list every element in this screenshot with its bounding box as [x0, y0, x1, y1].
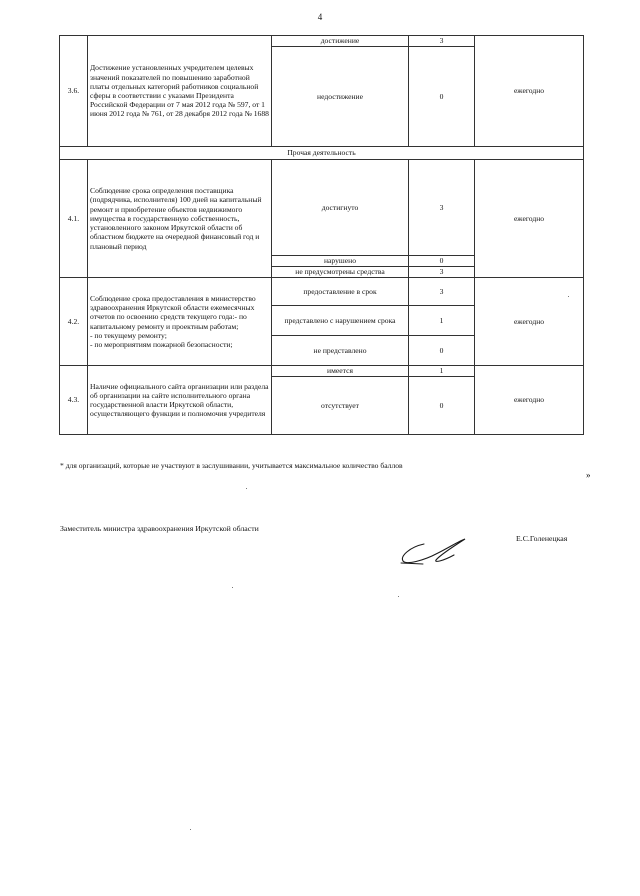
section-row [60, 147, 584, 160]
scan-speck [246, 488, 247, 489]
table-row [60, 366, 584, 377]
criterion-cell: недостижение [272, 47, 409, 147]
period-cell: ежегодно [475, 278, 584, 366]
scan-speck [190, 829, 191, 830]
score-cell: 3 [409, 160, 475, 256]
score-cell: 3 [409, 267, 475, 278]
page-number: 4 [317, 12, 323, 22]
score-cell: 0 [409, 377, 475, 435]
score-cell: 1 [409, 306, 475, 336]
indicator-description [88, 278, 272, 366]
criterion-cell: не предусмотрены средства [272, 267, 409, 278]
criterion-cell: не представлено [272, 336, 409, 366]
description-line: Соблюдение срока предоставления в министерство здравоохранения Иркутской области ежемесячных отчетов по освоению средств текущего года:- по капитальному ремонту и проектным работам; [90, 293, 256, 331]
period-cell: ежегодно [475, 160, 584, 278]
row-number: 3.6. [60, 36, 88, 147]
criterion-cell: предоставление в срок [272, 278, 409, 306]
table-row [60, 36, 584, 47]
indicator-description: Наличие официального сайта организации или раздела об организации на сайте исполнительного органа государственной власти Иркутской области, осуществляющего функции и полномочия учредителя [88, 366, 272, 435]
indicator-description: Соблюдение срока определения поставщика (подрядчика, исполнителя) 100 дней на капитальный ремонт и приобретение объектов недвижимого имущества в государственную собственность, установленного законом Иркутской области об областном бюджете на очередной финансовый год и плановый период [88, 160, 272, 278]
criterion-cell: достижение [272, 36, 409, 47]
score-cell: 0 [409, 47, 475, 147]
section-title: Прочая деятельность [60, 147, 584, 160]
row-number: 4.3. [60, 366, 88, 435]
period-cell: ежегодно [475, 366, 584, 435]
criteria-table [59, 35, 584, 435]
description-line: - по мероприятиям пожарной безопасности; [90, 339, 233, 349]
row-number: 4.1. [60, 160, 88, 278]
signatory-name: Е.С.Голенецкая [516, 534, 568, 543]
row-number: 4.2. [60, 278, 88, 366]
table-row [60, 160, 584, 256]
indicator-description: Достижение установленных учредителем целевых значений показателей по повышению заработной платы отдельных категорий работников социальной сферы в соответствии с указами Президента Российской Федерации от 7 мая 2012 года № 597, от 1 июня 2012 года № 761, от 28 декабря 2012 года № 1688 [88, 36, 272, 147]
score-cell: 3 [409, 278, 475, 306]
handwritten-signature [396, 534, 476, 573]
signatory-position: Заместитель министра здравоохранения Иркутской области [60, 524, 259, 533]
description-line: - по текущему ремонту; [90, 330, 167, 340]
scan-speck [398, 596, 399, 597]
table-row [60, 278, 584, 306]
score-cell: 1 [409, 366, 475, 377]
criterion-cell: представлено с нарушением срока [272, 306, 409, 336]
criterion-cell: достигнуто [272, 160, 409, 256]
footnote: * для организаций, которые не участвуют в заслушивании, учитывается максимальное количество баллов [60, 461, 403, 470]
criterion-cell: отсутствует [272, 377, 409, 435]
score-cell: 0 [409, 256, 475, 267]
scan-speck [568, 296, 569, 297]
scan-speck [232, 587, 233, 588]
score-cell: 0 [409, 336, 475, 366]
criterion-cell: имеется [272, 366, 409, 377]
period-cell: ежегодно [475, 36, 584, 147]
signature-icon [396, 534, 476, 568]
criterion-cell: нарушено [272, 256, 409, 267]
score-cell: 3 [409, 36, 475, 47]
closing-quote: » [586, 470, 591, 480]
